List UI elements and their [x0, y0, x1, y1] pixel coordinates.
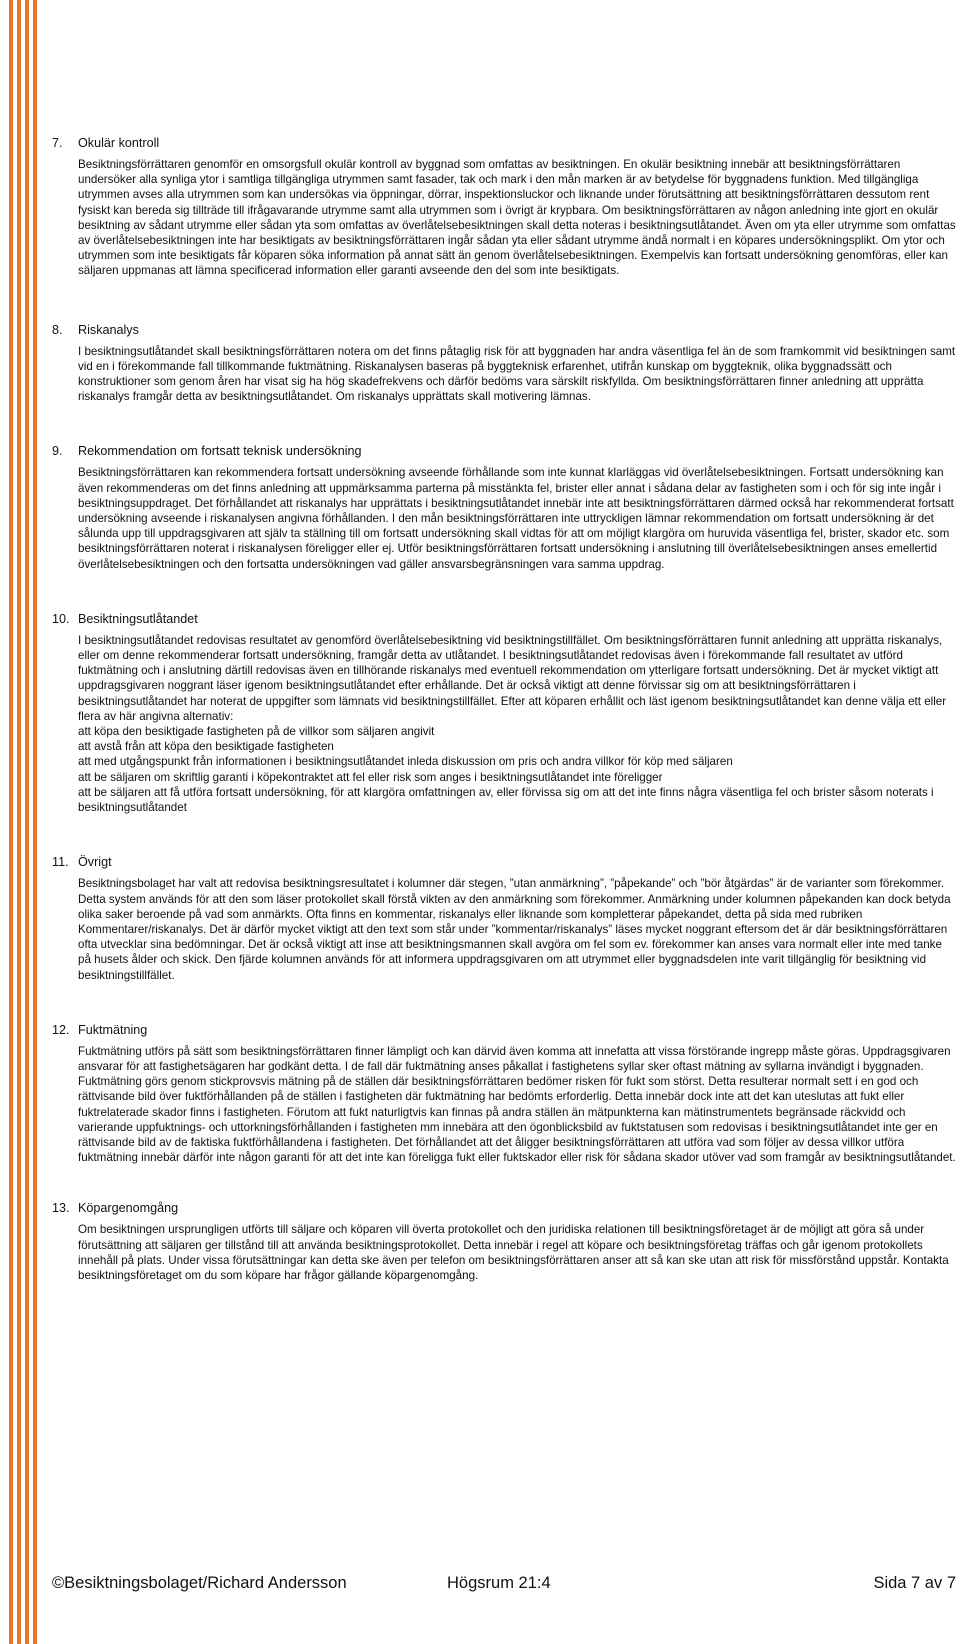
section-heading [52, 323, 956, 338]
footer-property: Högsrum 21:4 [447, 1574, 551, 1592]
alternative-item: att be säljaren om skriftlig garanti i köpekontraktet att fel eller risk som anges i besiktningsutlåtandet inte föreligger [78, 770, 663, 784]
section-fuktmatning [52, 1023, 956, 1166]
section-text: I besiktningsutlåtandet redovisas resultatet av genomförd överlåtelsebesiktning vid besiktningstillfället. Om besiktningsförrättaren funnit anledning att upprätta riskanalys, eller om denne rekommenderar fortsatt undersökning, framgår detta av utlåtandet. I besiktningsutlåtandet redovisas även i förekommande fall resultatet av utförd fuktmätning och i anslutning därtill redovisas även en tillhörande riskanalys med eventuell rekommendation om ytterligare fortsatt undersökning. Det är mycket viktigt att uppdragsgivaren noggrant läser igenom besiktningsutlåtandet efter erhållande. Det är också viktigt att denne förvissar sig om att besiktningsförrättaren i besiktningsutlåtandet har noterat de uppgifter som lämnats vid besiktningstillfället. Efter att köparen erhållit och läst igenom besiktningsutlåtandet kan denne välja ett eller flera av här angivna alternativ: [78, 633, 947, 723]
section-number: 8. [52, 322, 63, 337]
section-kopargenomgang [52, 1201, 956, 1283]
section-text: Besiktningsbolaget har valt att redovisa besiktningsresultatet i kolumner där stegen, ”utan anmärkning”, ”påpekande” och ”bör åtgärdas” är de varianter som förekommer. Detta system används för att den som läser protokollet skall förstå vikten av den anmärkning som förekommer. Anmärkning under kolumnen påpekanden kan dock betyda olika saker beroende på vad som anmärkts. Ofta finns en kommentar, riskanalys eller liknande som kompletterar påpekandet, detta på sida med rubriken Kommentarer/riskanalys. Det är därför mycket viktigt att den text som står under ”kommentar/riskanalys” läses mycket noggrant eftersom det är där besiktningsförrättaren ofta utvecklar sina bedömningar. Det är också viktigt att inse att besiktningsmannen skall avgöra om fel som ev. förekommer kan anses vara normalt eller inte med tanke på husets ålder och skick. Den fjärde kolumnen används för att informera uppdragsgivaren om att utrymmet eller byggnadsdelen inte varit tillgänglig för besiktning vid besiktningstillfället. [78, 877, 951, 982]
section-title: Riskanalys [78, 322, 139, 337]
stripe [9, 0, 13, 1644]
section-besiktningsutlatandet [52, 612, 956, 815]
section-text: I besiktningsutlåtandet skall besiktningsförrättaren notera om det finns påtaglig risk för att byggnaden har andra väsentliga fel än de som framkommit vid besiktningen samt vid en i förekommande fall tillkommande fuktmätning. Riskanalysen baseras på byggteknisk erfarenhet, utifrån kunskap om byggteknik, olika byggnadssätt och konstruktioner som genom åren har visat sig ha hög skadefrekvens och därför bedöms vara särskilt riskfyllda. Om besiktningsförrättaren finner anledning att upprätta riskanalys framgår detta av besiktningsutlåtandet. Om riskanalys upprättats skall motivering lämnas. [78, 344, 956, 404]
alternative-item: att avstå från att köpa den besiktigade fastigheten [78, 740, 334, 754]
section-title: Rekommendation om fortsatt teknisk undersökning [78, 444, 362, 459]
section-ovrigt [52, 855, 956, 982]
alternative-item: att med utgångspunkt från informationen i besiktningsutlåtandet inleda diskussion om pris och andra villkor för köp med säljaren [78, 755, 733, 769]
section-title: Köpargenomgång [78, 1201, 179, 1216]
section-heading [52, 612, 956, 627]
section-title: Fuktmätning [78, 1022, 148, 1037]
section-heading [52, 444, 956, 459]
section-heading [52, 136, 956, 151]
section-heading [52, 855, 956, 870]
section-heading [52, 1023, 956, 1038]
section-number: 11. [52, 855, 69, 870]
stripe [17, 0, 21, 1644]
section-title: Övrigt [78, 855, 112, 870]
section-text: Besiktningsförrättaren genomför en omsorgsfull okulär kontroll av byggnad som omfattas av besiktningen. En okulär besiktning innebär att besiktningsförrättaren undersöker alla synliga ytor i samtliga tillgängliga utrymmen samt fasader, tak och mark i den mån marken är av betydelse för byggnadens funktion. Med tillgängliga utrymmen avses alla utrymmen som kan undersökas via öppningar, dörrar, inspektionsluckor och liknande under förutsättning att besiktningsförrättaren dessutom rent fysiskt kan bereda sig tillträde till ifrågavarande utrymme samt alla utrymmen som i övrigt är krypbara. Om besiktningsförrättaren av någon anledning inte gjort en okulär besiktning av sådant utrymme eller sådan yta som omfattas av överlåtelsebesiktningen skall detta noteras i besiktningsutlåtandet. Även om yta eller utrymme som omfattas av överlåtelsebesiktningen inte har besiktigats av besiktningsförrättaren ingår sådan yta eller sådant utrymme ändå normalt i en köpares undersökningsplikt. Om ytor och utrymmen som inte besiktigats får köparen söka information på annat sätt än genom överlåtelsebesiktningen. Exempelvis kan fortsatt undersökning genomföras, eller kan säljaren uppmanas att lämna specificerad information eller garanti avseende den del som inte besiktigats. [78, 158, 956, 278]
alternative-item: att be säljaren att få utföra fortsatt undersökning, för att klargöra omfattningen av, eller förvissa sig om att det inte finns några väsentliga fel och brister såsom noterats i besiktningsutlåtandet [78, 785, 934, 815]
section-okular-kontroll [52, 136, 956, 279]
decorative-stripes [0, 0, 48, 1644]
footer-copyright: ©Besiktningsbolaget/Richard Andersson [52, 1574, 347, 1592]
section-heading [52, 1201, 956, 1216]
section-text: Besiktningsförrättaren kan rekommendera fortsatt undersökning avseende förhållande som inte kunnat klarläggas vid överlåtelsebesiktningen. Fortsatt undersökning kan även rekommenderas om det finns anledning att uppmärksamma parterna på misstänkta fel, brister eller annat i sådana delar av fastigheten som i och för sig inte ingår i besiktningsuppdraget. Det förhållandet att riskanalys har upprättats i besiktningsutlåtandet innebär inte att besiktningsförrättaren därmed också har rekommenderat fortsatt undersökning avseende i riskanalysen angivna förhållanden. I den mån besiktningsförrättaren inte uttryckligen lämnar rekommendation om fortsatt undersökning är det sålunda upp till uppdragsgivaren att själv ta ställning till om fortsatt undersökning skall vidtas för att om möjligt klargöra om huruvida väsentliga fel, brister, skador etc. som besiktningsförrättaren noterat i riskanalysen föreligger eller ej. Utför besiktningsförrättaren fortsatt undersökning i anslutning till överlåtelsebesiktningen anses emellertid överlåtelsebesiktningen och den fortsatta undersökningen vad gäller ansvarsbegränsningen vara samma uppdrag. [78, 466, 954, 571]
section-number: 9. [52, 444, 63, 459]
section-rekommendation [52, 444, 956, 571]
section-number: 7. [52, 136, 63, 150]
stripe [25, 0, 29, 1644]
section-number: 12. [52, 1022, 70, 1037]
section-text: Fuktmätning utförs på sätt som besiktningsförrättaren finner lämpligt och kan därvid även komma att innefatta att vissa förstörande ingrepp måste göras. Uppdragsgivaren ansvarar för att fastighetsägaren har godkänt detta. I de fall där fuktmätning anses påkallat i fastighetens syllar sker oftast mätning av syllarna invändigt i byggnaden. Fuktmätning görs genom stickprovsvis mätning på de ställen där besiktningsförrättaren bedömer risken för fukt som störst. Detta resulterar normalt sett i en god och rättvisande bild över fuktförhållanden på de ställen i fastigheten där fuktmätning har bedömts erforderlig. Detta innebär dock inte att det kan uteslutas att fukt eller fuktrelaterade skador finns i fastigheten. Förutom att fukt naturligtvis kan finnas på andra ställen än mätpunkterna kan mätinstrumentets begränsade räckvidd och varierande uppfuktnings- och uttorkningsförhållanden i fastigheten mm innebära att den ögonblicksbild av fuktstatusen som redovisas i besiktningsutlåtandet inte ger en rättvisande bild av de faktiska fuktförhållandena i fastigheten. Det förhållandet att det åligger besiktningsförrättaren att utföra vad som följer av dessa villkor utföra fuktmätning innebär därför inte någon garanti för att det inte kan föreligga fukt eller fuktskador eller risk för sådana skador utöver vad som framgår av besiktningsutlåtandet. [78, 1044, 956, 1165]
section-riskanalys [52, 323, 956, 405]
document-body [52, 136, 956, 1283]
footer-page-number: Sida 7 av 7 [873, 1574, 956, 1592]
alternative-item: att köpa den besiktigade fastigheten på de villkor som säljaren angivit [78, 725, 435, 739]
section-title: Okulär kontroll [78, 136, 160, 150]
section-number: 13. [52, 1201, 70, 1216]
page-footer [52, 1573, 956, 1593]
section-title: Besiktningsutlåtandet [78, 611, 198, 626]
section-number: 10. [52, 611, 70, 626]
section-text: Om besiktningen ursprungligen utförts till säljare och köparen vill överta protokollet och den juridiska relationen till besiktningsföretaget är de möjligt att göra så under förutsättning att säljaren ger tillstånd till att använda besiktningsprotokollet. Detta innebär i regel att köpare och besiktningsföretag träffas och går igenom protokollets innehåll på plats. Under vissa förutsättningar kan detta ske även per telefon om besiktningsförrättaren anser att så kan ske utan att risk för missförstånd uppstår. Kontakta besiktningsföretaget om du som köpare har frågor gällande köpargenomgång. [78, 1223, 949, 1282]
stripe [33, 0, 37, 1644]
